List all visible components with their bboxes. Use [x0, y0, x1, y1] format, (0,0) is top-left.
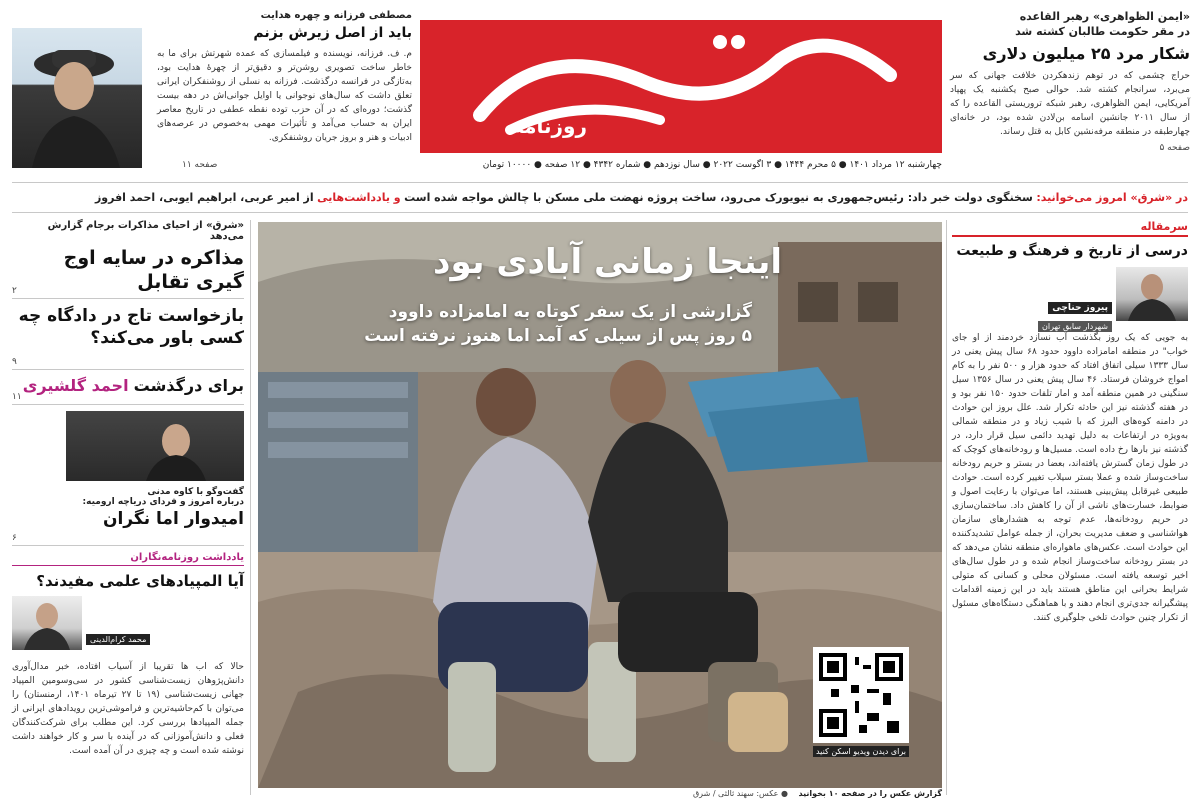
teaser-bar[interactable] — [12, 186, 1188, 210]
editorial-title: درسی از تاریخ و فرهنگ و طبیعت — [956, 243, 1188, 259]
photo-footer — [258, 789, 942, 800]
divider-teaser — [12, 212, 1188, 213]
top-left-page-ref: صفحه ۱۱ — [182, 160, 218, 170]
left-item-1-kicker: «شرق» از احیای مذاکرات برجام گزارش می‌دهد — [47, 220, 244, 242]
top-left-story[interactable] — [12, 10, 412, 175]
qr-code-icon — [819, 653, 903, 737]
left-item-1[interactable] — [12, 220, 244, 298]
left-item-3-name: احمد گلشیری — [22, 376, 129, 395]
editorial-body: به جویی که یک روز بگذشت آب نسازد خردمند از او جای خواب" در منطقه امامزاده داوود حدود ۶۸ سال پیش یعنی در سال ۱۳۳۳ سیلی اتفاق افتاد که حدود هزار و ۵۰۰ نفر را به کام امواج خروشان فرستاد. ۴۶ سال پیش یعنی در سال ۱۳۵۶ سیل سنگینی در همین منطقه آمد و امار تلفات حدود ۱۵۰ نفر بود و در هفته گذشته نیز این حادثه تکرار شد. علل بروز این حوادث در دامنه کوه‌های البرز که با شیب زیاد و در منطقه شمالی به‌ویژه در ارتفاعات به دلیل تهدید دائمی سیل قرار دارد، در گذشته نیز بارها رخ داده است. مسیل‌ها و رودخانه‌های کوچک که در طول زمان گسترش یافته‌اند، بعضا در بستر و حریم رودخانه ساخت‌وساز شده و عملا بستر سیلاب تغییر کرده است. حوادث طبیعی غیرقابل پیش‌بینی هستند، اما می‌توان با رعایت اصول و ضوابط، خسارت‌های ناشی از آن را کاهش داد. ساختمان‌سازی در حریم رودخانه‌ها، عدم توجه به هشدارهای سازمان هواشناسی و ضعف مدیریت بحران، از جمله عوامل تشدیدکننده این حوادث است. عکس‌های ماهواره‌ای منطقه نشان می‌دهد که در بستر رودخانه ساخت‌وساز انجام شده و در طول سال‌های اخیر توسعه یافته است. مسئولان محلی و کسانی که متولی شرایط بحرانی این مناطق هستند باید در این زمینه اقدامات پیشگیرانه جدی‌تری انجام دهند و با هماهنگی دستگاه‌های مسئول از تکرار چنین حوادث تلخی جلوگیری کنند. — [952, 333, 1188, 623]
left-item-5-title: آیا المپیادهای علمی مفیدند؟ — [36, 572, 244, 590]
photo-subtitle-1: گزارشی از یک سفر کوتاه به امامزاده داوود — [388, 302, 752, 322]
left-item-3-prefix: برای درگذشت — [133, 376, 244, 395]
top-left-kicker: مصطفی فرزانه و چهره هدایت — [260, 10, 412, 21]
photo-subtitle-2: ۵ روز پس از سیلی که آمد اما هنوز نرفته است — [364, 326, 752, 346]
left-item-4[interactable] — [12, 405, 244, 545]
left-item-5-section: یادداشت روزنامه‌نگاران — [12, 552, 244, 566]
left-column — [12, 220, 244, 795]
divider-left — [250, 220, 251, 795]
top-left-body: م. ف. فرزانه، نویسنده و فیلمسازی که عمده شهرتش برای ما به خاطر ساخت تصویری روشن‌تر و دقیق‌تر از چهرهٔ هدایت بود، به‌تازگی در فرانسه درگذشت. فرزانه به نسلی از روشنفکران ایرانی تعلق داشت که سال‌های نوجوانی یا اوایل جوانی‌اش در دهه بیست گذشت؛ دوره‌ای که در آن حزب توده نقطه عطفی در تاریخ معاصر ایران به حساب می‌آمد و تأثیرات مهمی به‌خصوص در عرصه‌های ادبیات و هنر و بروز جریان روشنفکری. — [157, 49, 412, 143]
photo-footer-ref[interactable]: گزارش عکس را در صفحه ۱۰ بخوانید — [798, 789, 942, 798]
editorial-author-photo — [1116, 267, 1188, 321]
top-right-story[interactable] — [950, 10, 1190, 175]
left-item-5[interactable] — [12, 546, 245, 756]
photo-title: اینجا زمانی آبادی بود — [433, 242, 782, 282]
left-item-5-author-photo — [12, 596, 82, 650]
top-right-title: شکار مرد ۲۵ میلیون دلاری — [982, 44, 1190, 63]
left-item-4-title: امیدوار اما نگران — [102, 509, 244, 529]
top-right-body: حراج چشمی که در توهم زندهکردن خلافت جهانی که سر می‌برد، سرانجام کشته شد. حوالی صبح یکشنبه یک پهپاد آمریکایی، ایمن الظواهری، رهبر شبکه تروریستی القاعده را که از سال ۲۰۱۱ جانشین اسامه بن‌لادن شده بود، در خانه‌ای چهارطبقه در منطقه مرفه‌نشین کابل به قتل رساند. — [950, 71, 1190, 137]
left-item-5-body: حالا که اب ها تقریبا از آسیاب افتاده، خبر مدال‌آوری دانش‌پژوهان زیست‌شناسی کشور در سی‌وسومین المپیاد جهانی زیست‌شناسی (۱۹ تا ۲۷ تیرماه ۱۴۰۱، ارمنستان) را می‌توان با کم‌حاشیه‌ترین و فراموشی‌ترین رویدادهای ایرانی از جمله المپیادها بررسی کرد. این مطلب برای شرکت‌کنندگان فعلی و دانش‌آموزانی که در آینده با سر و کار خواهند داشت نوشته شده است و چه چیزی در آن آمده است. — [12, 662, 245, 756]
editorial-author-role: شهردار سابق تهران — [1038, 321, 1112, 332]
left-item-4-page: ۶ — [12, 533, 17, 543]
teaser-text: سخنگوی دولت خبر داد: رئیس‌جمهوری به نیویورک می‌رود، ساخت پروژه نهضت ملی مسکن با چالش مواجه شده است — [404, 191, 1033, 204]
interview-portrait — [66, 411, 244, 481]
left-item-2[interactable] — [12, 299, 244, 369]
left-item-5-author: محمد کرام‌الدینی — [86, 634, 150, 645]
masthead — [420, 20, 942, 170]
portrait-figure — [12, 28, 142, 168]
editorial-column[interactable] — [952, 220, 1188, 795]
qr-caption: برای دیدن ویدیو اسکن کنید — [813, 746, 909, 757]
left-item-4-kicker2: درباره امروز و فردای دریاچه ارومیه: — [82, 497, 244, 507]
left-item-1-page: ۲ — [12, 286, 17, 296]
top-left-portrait — [12, 28, 142, 168]
masthead-logo-sub: روزنامه — [512, 114, 587, 138]
left-item-4-kicker: گفت‌وگو با کاوه مدنی — [147, 487, 244, 497]
divider-top — [12, 182, 1188, 183]
author5-figure — [12, 596, 82, 650]
top-right-page-ref: صفحه ۵ — [1159, 143, 1190, 153]
photo-story[interactable] — [258, 222, 942, 788]
left-item-4-photo — [66, 411, 244, 481]
left-item-3[interactable] — [12, 370, 244, 404]
left-item-2-page: ۹ — [12, 357, 17, 367]
masthead-meta: چهارشنبه ۱۲ مرداد ۱۴۰۱ ● ۵ محرم ۱۴۴۴ ● ۳ اگوست ۲۰۲۲ ● سال نوزدهم ● شماره ۴۳۴۲ ● ۱۲ صفحه ● ۱۰۰۰۰ تومان — [482, 160, 942, 170]
divider-right — [946, 220, 947, 795]
author-figure — [1116, 267, 1188, 321]
top-right-kicker: «ایمن الظواهری» رهبر القاعده — [1019, 10, 1190, 23]
masthead-red-box — [420, 20, 942, 153]
left-item-2-title: بازخواست تاج در دادگاه چه کسی باور می‌کند؟ — [18, 306, 244, 348]
teaser-authors: از امیر عربی، ابراهیم ایوبی، احمد افروز — [94, 191, 314, 204]
top-left-title: باید از اصل زیرش بزنم — [253, 25, 412, 41]
left-item-1-title: مذاکره در سایه اوج گیری تقابل — [63, 247, 244, 293]
qr-box[interactable] — [813, 647, 909, 743]
teaser-label: در «شرق» امروز می‌خوانید: — [1036, 191, 1188, 204]
editorial-section-label: سرمقاله — [952, 220, 1188, 237]
photo-credit: ● عکس: سهند ثالثی / شرق — [692, 789, 788, 798]
teaser-link[interactable]: و یادداشت‌هایی — [317, 191, 401, 204]
top-right-kicker2: در مقر حکومت طالبان کشته شد — [1015, 25, 1190, 38]
editorial-author-name: پیروز حناچی — [1048, 302, 1112, 314]
left-item-3-page: ۱۱ — [12, 392, 22, 402]
